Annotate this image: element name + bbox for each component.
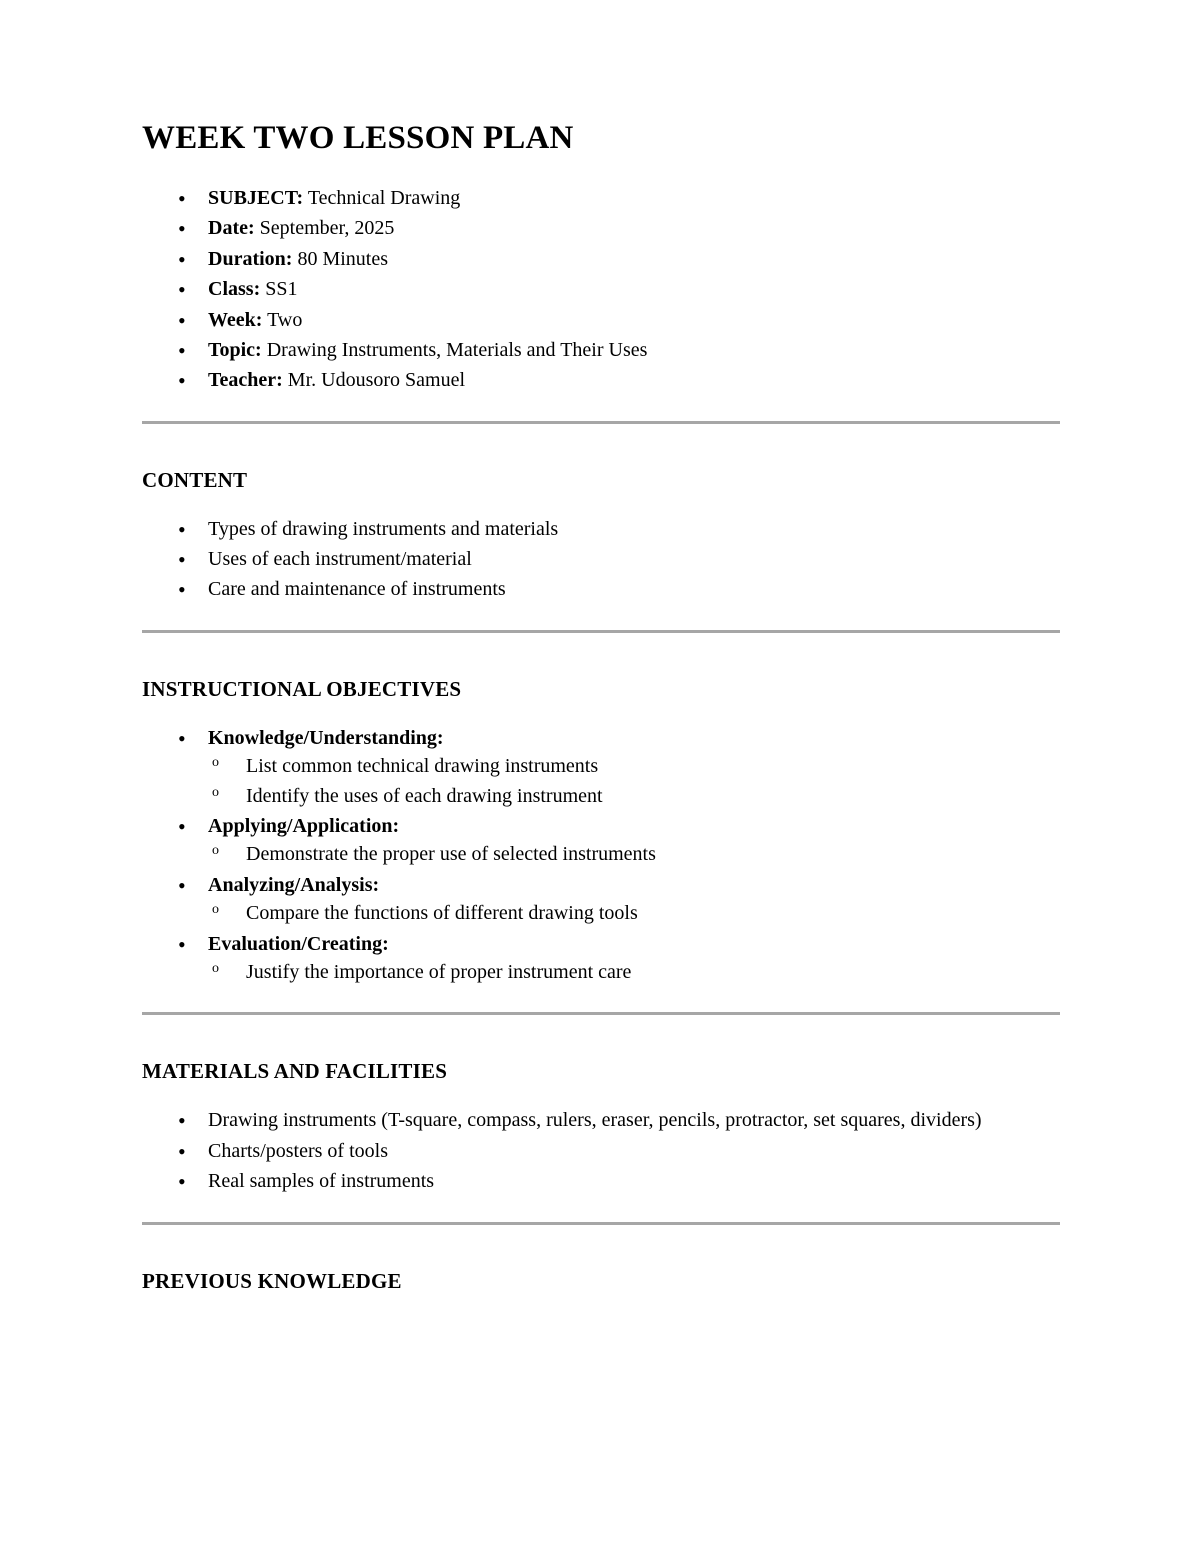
- list-item: [142, 930, 1060, 987]
- list-item: [142, 366, 1060, 394]
- meta-label: Class:: [208, 278, 261, 301]
- list-item: [142, 214, 1060, 242]
- objectives-list: [142, 724, 1060, 987]
- meta-value: September, 2025: [259, 217, 395, 240]
- list-item: o Identify the uses of each drawing instrument: [208, 782, 1060, 810]
- objective-sublist: [208, 840, 1060, 868]
- meta-label: Teacher:: [208, 369, 283, 392]
- meta-value: 80 Minutes: [297, 247, 389, 270]
- section-heading-materials: MATERIALS AND FACILITIES: [142, 1059, 448, 1084]
- content-list: [142, 515, 1060, 604]
- list-item: • Drawing instruments (T-square, compass, rulers, eraser, pencils, protractor, set squares, dividers): [142, 1106, 1060, 1134]
- list-item: [142, 275, 1060, 303]
- section-divider: [142, 1012, 1060, 1015]
- list-item: • Charts/posters of tools: [142, 1137, 1060, 1165]
- list-item: [142, 245, 1060, 273]
- objective-sublist: [208, 958, 1060, 986]
- materials-list: [142, 1106, 1060, 1195]
- section-divider: [142, 630, 1060, 633]
- section-divider: [142, 421, 1060, 424]
- list-item: • Real samples of instruments: [142, 1167, 1060, 1195]
- section-divider: [142, 1222, 1060, 1225]
- objective-group-label: Evaluation/Creating:: [208, 932, 389, 955]
- list-item: o Justify the importance of proper instrument care: [208, 958, 1060, 986]
- meta-value: Technical Drawing: [307, 186, 461, 209]
- list-item: [142, 871, 1060, 928]
- section-heading-objectives: INSTRUCTIONAL OBJECTIVES: [142, 676, 462, 701]
- objective-sublist: [208, 752, 1060, 810]
- list-item: • Uses of each instrument/material: [142, 545, 1060, 573]
- meta-value: Drawing Instruments, Materials and Their Uses: [266, 338, 648, 361]
- meta-value: SS1: [265, 278, 298, 301]
- meta-label: Topic:: [208, 338, 262, 361]
- objective-sublist: [208, 899, 1060, 927]
- meta-label: Duration:: [208, 247, 293, 270]
- list-item: • Care and maintenance of instruments: [142, 575, 1060, 603]
- objective-group-label: Knowledge/Understanding:: [208, 726, 444, 749]
- section-heading-content: CONTENT: [142, 467, 248, 492]
- list-item: [142, 336, 1060, 364]
- list-item: o List common technical drawing instruments: [208, 752, 1060, 780]
- list-item: [142, 724, 1060, 810]
- meta-label: Date:: [208, 217, 255, 240]
- objective-group-label: Analyzing/Analysis:: [208, 873, 380, 896]
- objective-group-label: Applying/Application:: [208, 815, 400, 838]
- list-item: [142, 812, 1060, 869]
- page-title: WEEK TWO LESSON PLAN: [142, 120, 574, 156]
- meta-label: Week:: [208, 308, 263, 331]
- list-item: • Types of drawing instruments and materials: [142, 515, 1060, 543]
- lesson-meta-list: [142, 184, 1060, 395]
- section-heading-previous-knowledge: PREVIOUS KNOWLEDGE: [142, 1268, 402, 1293]
- list-item: o Demonstrate the proper use of selected instruments: [208, 840, 1060, 868]
- list-item: o Compare the functions of different drawing tools: [208, 899, 1060, 927]
- list-item: [142, 184, 1060, 212]
- meta-value: Mr. Udousoro Samuel: [287, 369, 466, 392]
- meta-label: SUBJECT:: [208, 186, 304, 209]
- meta-value: Two: [267, 308, 303, 331]
- list-item: [142, 306, 1060, 334]
